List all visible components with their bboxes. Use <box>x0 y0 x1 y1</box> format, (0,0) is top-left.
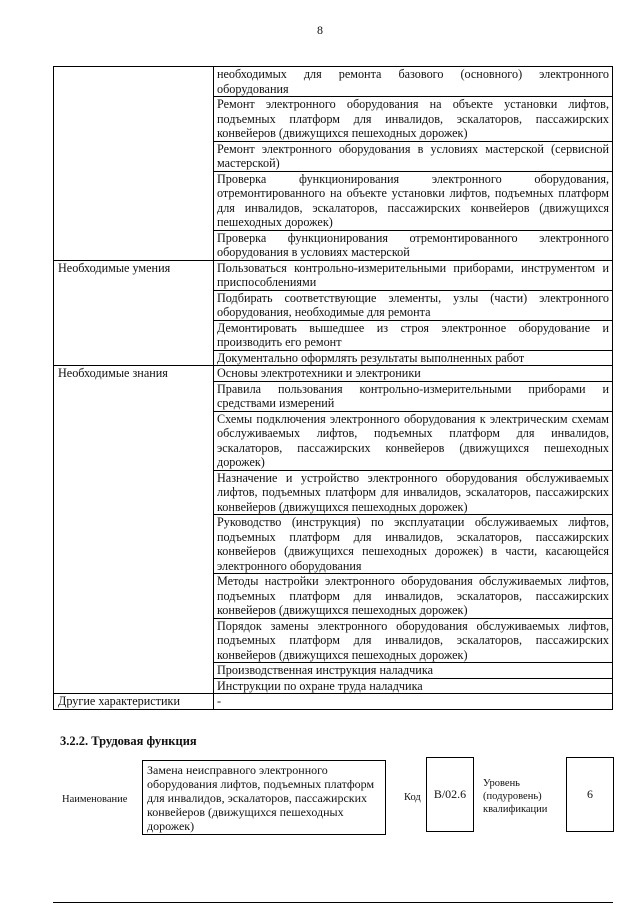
row-value: необходимых для ремонта базового (основного) электронного оборудования <box>214 67 613 97</box>
row-value: Правила пользования контрольно-измерительными приборами и средствами измерений <box>214 381 613 411</box>
requirements-table <box>53 66 613 710</box>
code-label: Код <box>404 792 421 803</box>
row-value: Инструкции по охране труда наладчика <box>214 678 613 694</box>
row-label: Другие характеристики <box>54 694 214 710</box>
function-name-box <box>142 760 386 835</box>
row-value: Ремонт электронного оборудования в условиях мастерской (сервисной мастерской) <box>214 141 613 171</box>
table-row <box>54 67 613 97</box>
row-value: Демонтировать вышедшее из строя электронное оборудование и производить его ремонт <box>214 320 613 350</box>
level-box <box>566 757 614 832</box>
row-value: Назначение и устройство электронного оборудования обслуживаемых лифтов, подъемных платформ для инвалидов, эскалаторов, пассажирских конвейеров (движущихся пешеходных дорожек) <box>214 470 613 515</box>
level-value: 6 <box>587 787 593 801</box>
section-heading: 3.2.2. Трудовая функция <box>60 734 197 748</box>
table-row <box>54 366 613 382</box>
code-box <box>426 757 474 832</box>
page-number: 8 <box>317 23 323 37</box>
row-label: Необходимые умения <box>54 260 214 366</box>
row-value: Порядок замены электронного оборудования обслуживаемых лифтов, подъемных платформ для инвалидов, эскалаторов, пассажирских конвейеров (движущихся пешеходных дорожек) <box>214 618 613 663</box>
row-value: Проверка функционирования отремонтированного электронного оборудования в условиях мастерской <box>214 230 613 260</box>
table-row <box>54 260 613 290</box>
row-value: - <box>214 694 613 710</box>
row-value: Методы настройки электронного оборудования обслуживаемых лифтов, подъемных платформ для инвалидов, эскалаторов, пассажирских конвейеров (движущихся пешеходных дорожек) <box>214 574 613 619</box>
row-value: Документально оформлять результаты выполненных работ <box>214 350 613 366</box>
row-value: Проверка функционирования электронного оборудования, отремонтированного на объекте установки лифтов, подъемных платформ для инвалидов, эскалаторов, пассажирских конвейеров (движущихся пешеходных дорожек) <box>214 171 613 230</box>
row-value: Подбирать соответствующие элементы, узлы (части) электронного оборудования, необходимые для ремонта <box>214 290 613 320</box>
code-value: B/02.6 <box>433 787 467 801</box>
requirements-table-body <box>54 67 613 710</box>
row-value: Пользоваться контрольно-измерительными приборами, инструментом и приспособлениями <box>214 260 613 290</box>
row-value: Схемы подключения электронного оборудования к электрическим схемам обслуживаемых лифтов, подъемных платформ для инвалидов, эскалаторов, пассажирских конвейеров (движущихся пешеходных дорожек) <box>214 411 613 470</box>
row-value: Основы электротехники и электроники <box>214 366 613 382</box>
table-row <box>54 694 613 710</box>
row-value: Руководство (инструкция) по эксплуатации обслуживаемых лифтов, подъемных платформ для инвалидов, эскалаторов, пассажирских конвейеров (движущихся пешеходных дорожек) в части, касающейся электронного оборудования <box>214 515 613 574</box>
row-label <box>54 67 214 261</box>
row-value: Производственная инструкция наладчика <box>214 663 613 679</box>
row-label: Необходимые знания <box>54 366 214 694</box>
bottom-divider <box>53 902 613 903</box>
row-value: Ремонт электронного оборудования на объекте установки лифтов, подъемных платформ для инвалидов, эскалаторов, пассажирских конвейеров (движущихся пешеходных дорожек) <box>214 97 613 142</box>
name-label: Наименование <box>62 794 128 805</box>
function-name-value: Замена неисправного электронного оборудования лифтов, подъемных платформ для инвалидов, эскалаторов, пассажирских конвейеров (движущихся пешеходных дорожек) <box>147 763 375 833</box>
level-label: Уровень (подуровень) квалификации <box>483 778 548 815</box>
